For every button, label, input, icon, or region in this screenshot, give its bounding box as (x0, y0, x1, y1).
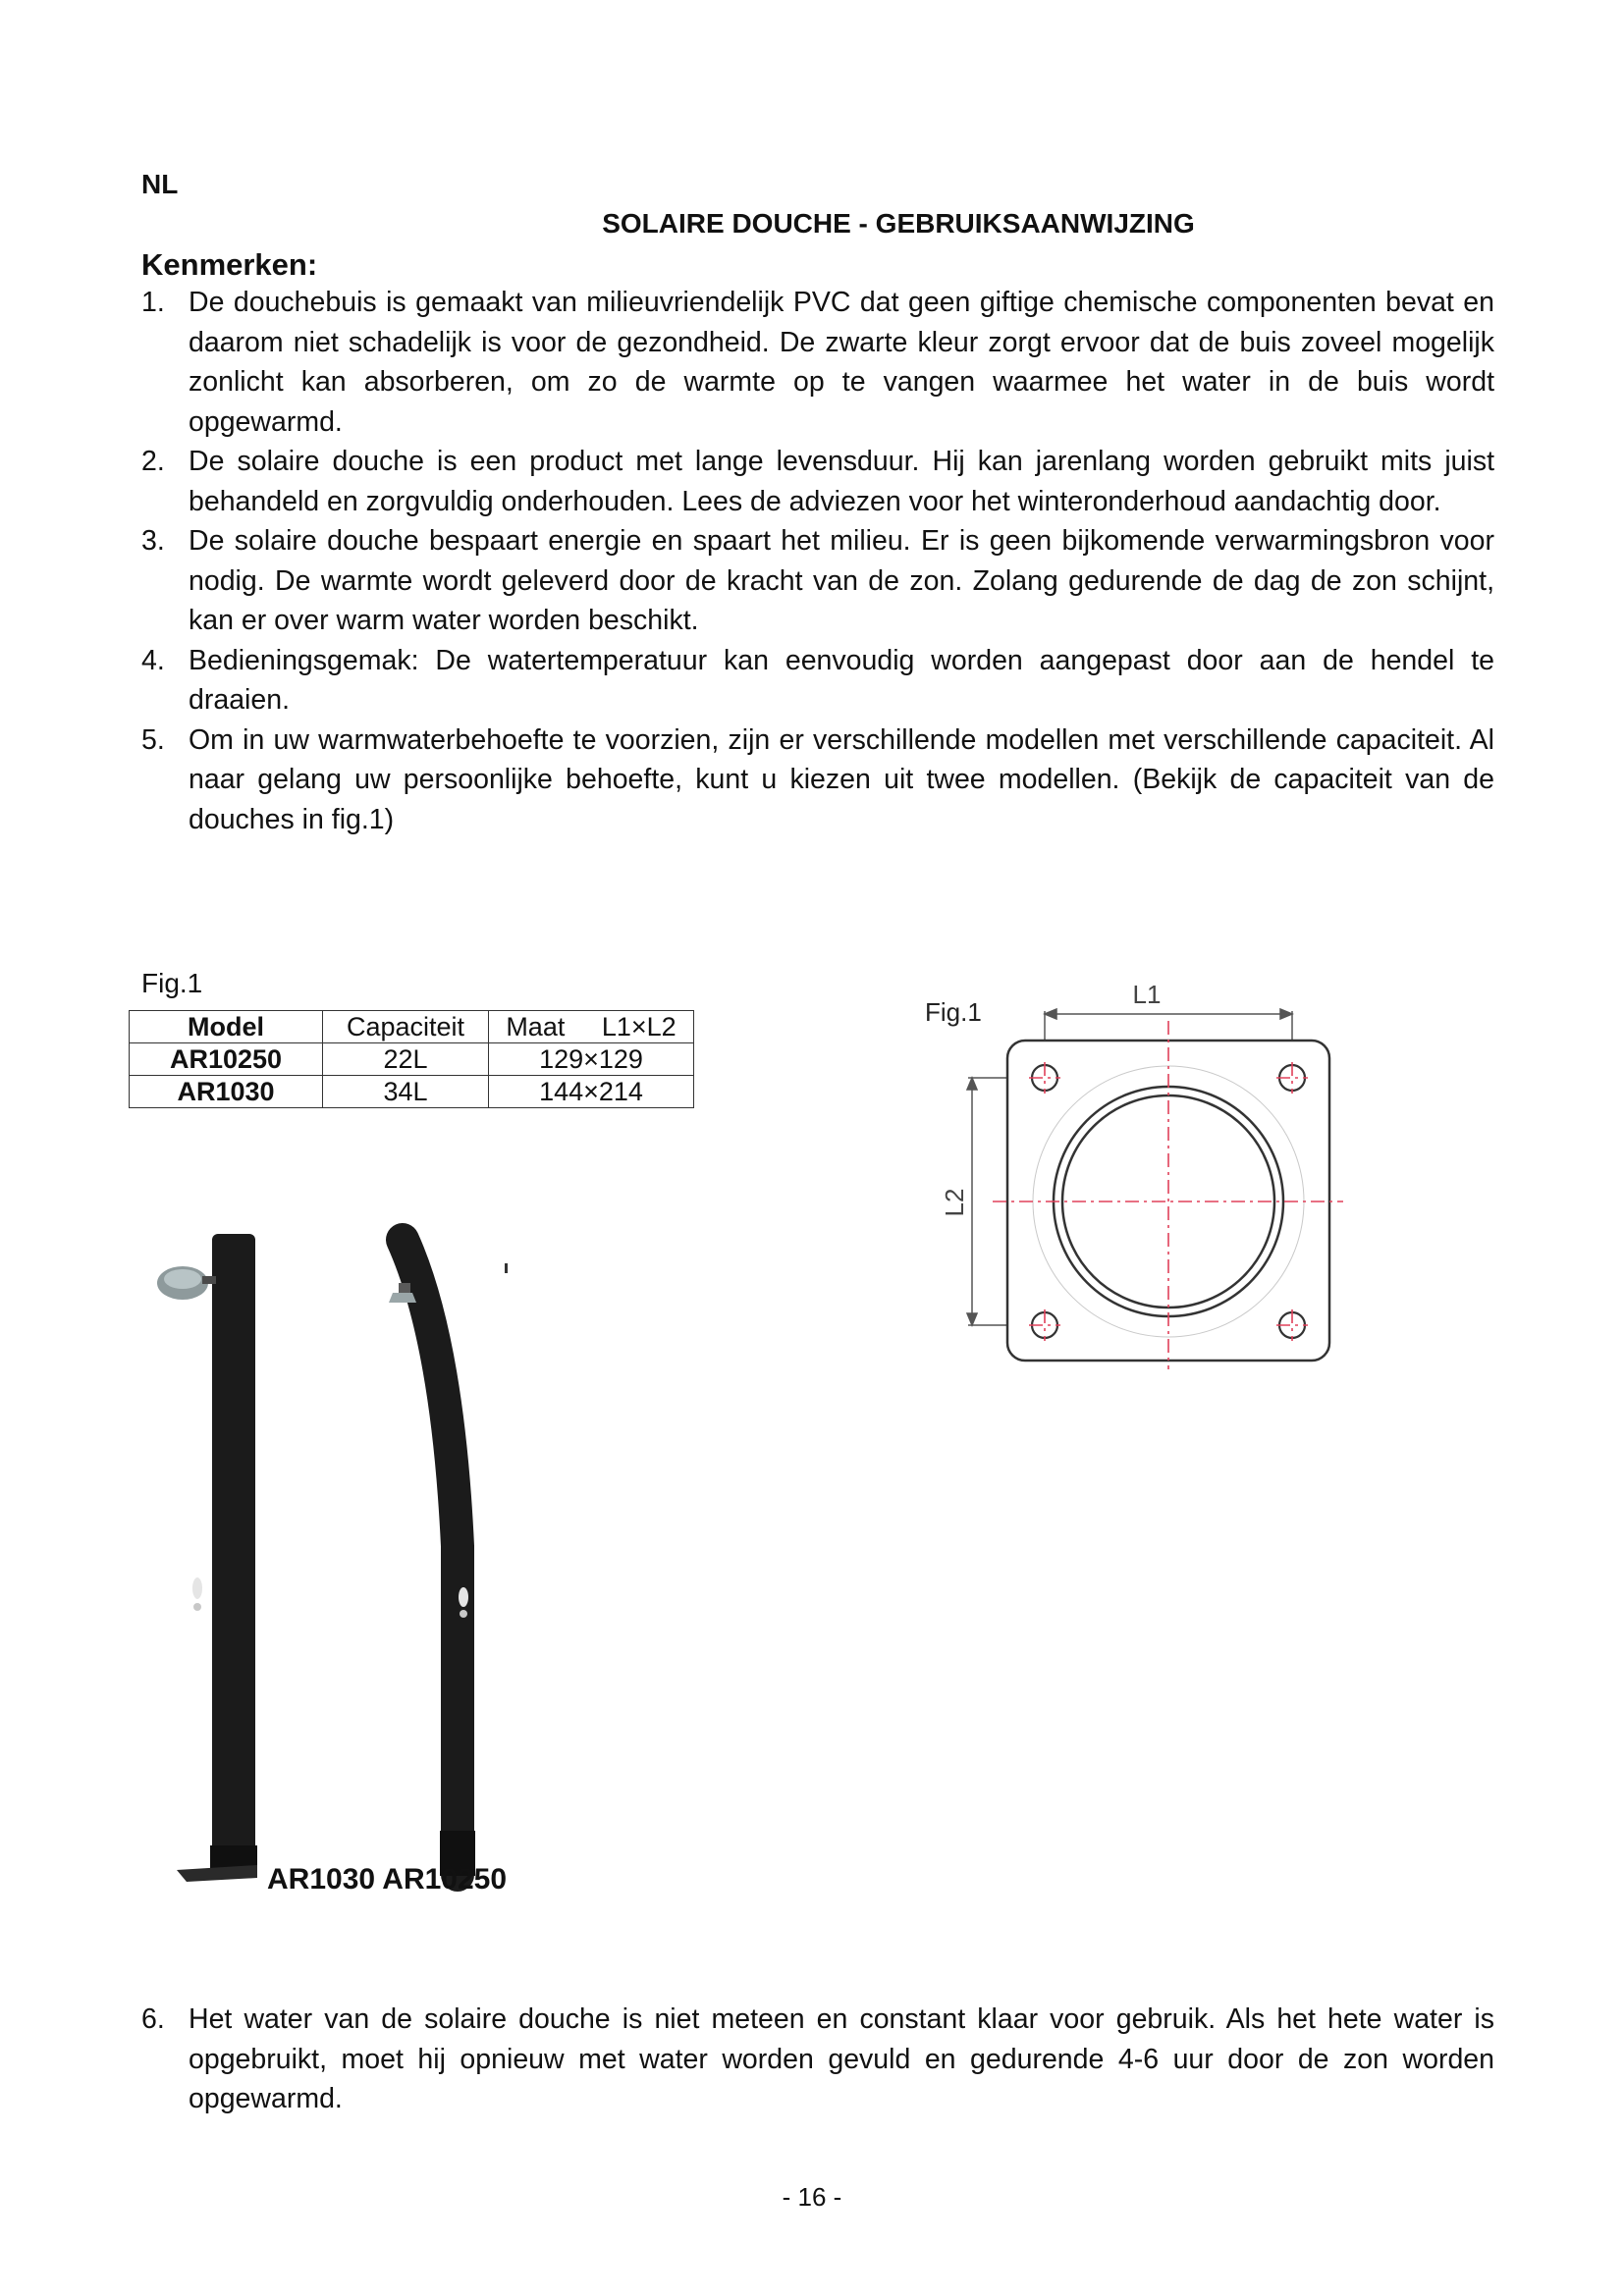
shower-illustrations (147, 1222, 540, 1909)
base-plate-diagram (919, 972, 1351, 1374)
page-number: - 16 - (782, 2182, 842, 2212)
list-item: 4. Bedieningsgemak: De watertemperatuur kan eenvoudig worden aangepast door aan de hendel te draaien. (141, 644, 1494, 716)
table-header-row (130, 1011, 694, 1043)
table-cell: 129×129 (489, 1043, 694, 1076)
list-item: 6. Het water van de solaire douche is niet meteen en constant klaar voor gebruik. Als het hete water is opgebruikt, moet hij opnieuw met water worden gevuld en gedurende 4-6 uur door de zon worden opgewarmd. (141, 2003, 1494, 2114)
figure-label: Fig.1 (141, 968, 203, 998)
table-header-cell: Capaciteit (323, 1011, 489, 1043)
shower-straight-model (157, 1234, 257, 1882)
dimension-label-l1: L1 (1132, 980, 1162, 1009)
table-cell: 22L (323, 1043, 489, 1076)
table-cell: 144×214 (489, 1076, 694, 1108)
table-row (130, 1043, 694, 1076)
language-code: NL (141, 169, 179, 199)
list-item: 5. Om in uw warmwaterbehoefte te voorzien, zijn er verschillende modellen met verschillende capaciteit. Al naar gelang uw persoonlijke behoefte, kunt u kiezen uit twee modellen. (Bekijk de capaciteit van de douches in fig.1) (141, 723, 1494, 835)
list-item: 1. De douchebuis is gemaakt van milieuvriendelijk PVC dat geen giftige chemische componenten bevat en daarom niet schadelijk is voor de gezondheid. De zwarte kleur zorgt ervoor dat de buis zoveel mogelijk zonlicht kan absorberen, om zo de warmte op te vangen waarmee het water in de buis wordt opgewarmd. (141, 287, 1494, 438)
table-row (130, 1076, 694, 1108)
shower-model-caption: AR1030 AR10250 (267, 1863, 508, 1896)
list-item: 2. De solaire douche is een product met lange levensduur. Hij kan jarenlang worden gebruikt mits juist behandeld en zorgvuldig onderhouden. Lees de adviezen voor het winteronderhoud aandachtig door. (141, 446, 1494, 517)
shower-curved-model (389, 1240, 508, 1876)
features-list (141, 283, 1494, 839)
capacity-table (129, 1010, 694, 1108)
table-header-cell: Maat L1×L2 (489, 1011, 694, 1043)
dimension-label-l2: L2 (940, 1188, 969, 1217)
table-cell: AR10250 (130, 1043, 323, 1076)
diagram-fig-label: Fig.1 (925, 997, 982, 1027)
features-list-continued (141, 2000, 1494, 2119)
page-title: SOLAIRE DOUCHE - GEBRUIKSAANWIJZING (602, 208, 1195, 239)
table-cell: AR1030 (130, 1076, 323, 1108)
centerlines (993, 1021, 1343, 1369)
table-header-cell: Model (130, 1011, 323, 1043)
features-heading: Kenmerken: (141, 247, 318, 282)
table-cell: 34L (323, 1076, 489, 1108)
list-item: 3. De solaire douche bespaart energie en spaart het milieu. Er is geen bijkomende verwarmingsbron voor nodig. De warmte wordt geleverd door de kracht van de zon. Zolang gedurende de dag de zon schijnt, kan er over warm water worden beschikt. (141, 525, 1494, 636)
